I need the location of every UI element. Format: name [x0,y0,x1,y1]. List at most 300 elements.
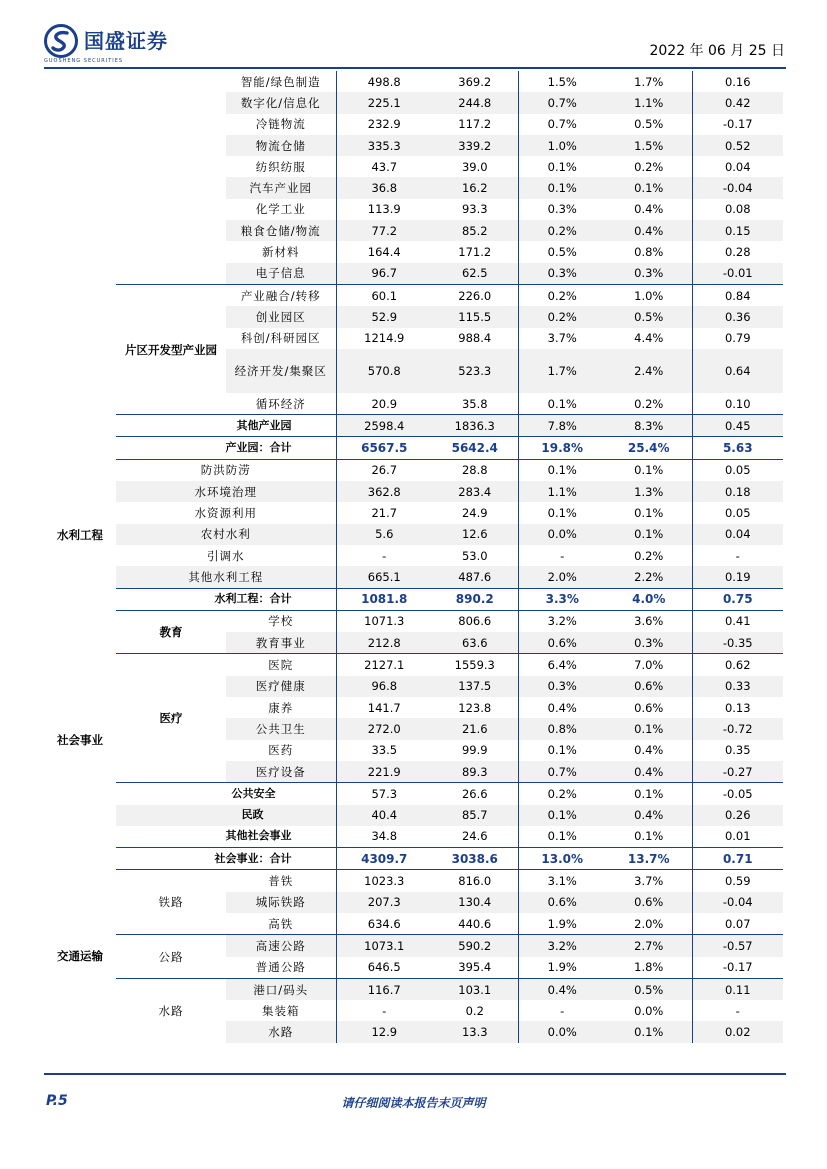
table-row [44,459,783,481]
value-2: 171.2 [458,245,492,260]
share-1: 0.1% [518,177,606,198]
share-1: 0.2% [518,306,606,327]
total-row [44,437,783,459]
item-label: 医疗设备 [226,761,336,783]
value-2: 62.5 [432,263,518,285]
value-1: 20.9 [336,393,432,415]
value-2: 339.2 [432,135,518,156]
share-change: 0.11 [692,978,783,1000]
table-row [44,783,783,805]
share-change: 0.42 [692,92,783,113]
value-2: 1559.3 [432,654,518,676]
share-2: 0.4% [634,743,664,758]
footer-rule [44,1073,786,1075]
share-2: 0.1% [606,1021,692,1042]
table-row [44,654,783,676]
share-change: -0.72 [692,718,783,739]
value-1: 96.8 [336,676,432,697]
share-change: -0.04 [692,177,783,198]
value-1: 1023.3 [336,870,432,892]
item-label: 产业融合/转移 [226,284,336,306]
table-row [44,284,783,306]
value-1: 96.7 [336,263,432,285]
value-2: 93.3 [461,202,488,217]
share-change: -0.17 [692,114,783,135]
item-label: 电子信息 [226,263,336,285]
share-change: 0.62 [692,654,783,676]
share-change: -0.17 [692,957,783,979]
value-2: 5642.4 [432,437,518,459]
share-change: 0.02 [692,1021,783,1042]
total-label: 产业园：合计 [116,437,336,459]
brand-logo-icon [44,24,78,58]
share-change: 0.04 [692,156,783,177]
share-2: 0.3% [606,632,692,654]
item-label: 普铁 [268,874,294,889]
value-1: 1073.1 [336,935,432,957]
share-1: - [518,1000,606,1021]
share-change: 0.59 [692,870,783,892]
value-2: 988.4 [458,331,492,346]
value-1: 212.8 [336,632,432,654]
share-1: 0.7% [518,761,606,783]
share-1: 1.7% [518,349,606,393]
item-label: 新材料 [262,245,300,260]
share-1: 2.0% [518,566,606,588]
item-label: 纺织纺服 [255,159,306,174]
value-2: 123.8 [458,700,492,715]
value-2: 440.6 [458,916,492,931]
value-2: 99.9 [461,743,488,758]
subcategory-cell [116,71,226,284]
share-1: 0.5% [518,241,606,262]
item-label: 农村水利 [116,524,336,545]
share-2: 0.1% [634,463,664,478]
share-2: 0.8% [634,245,664,260]
share-2: 0.1% [606,177,692,198]
subcategory-label: 公路 [116,935,226,979]
footer-disclaimer: 请仔细阅读本报告末页声明 [341,1096,486,1110]
share-change: 0.45 [692,415,783,437]
value-1: 498.8 [336,71,432,92]
category-label: 交通运输 [57,949,103,964]
item-label: 水路 [226,1021,336,1042]
share-1: 3.2% [518,935,606,957]
value-2: 3038.6 [432,848,518,870]
category-label: 水利工程 [57,527,103,542]
share-change: 0.04 [692,524,783,545]
share-1: 0.7% [518,92,606,113]
share-change: 0.19 [692,566,783,588]
share-2: 3.6% [634,614,664,629]
share-2: 0.1% [606,524,692,545]
value-2: 85.2 [432,220,518,241]
page-header [0,0,827,72]
brand-subtitle: GUOSHENG SECURITIES [44,58,124,64]
page-number: P.5 [46,1093,68,1109]
share-change: -0.05 [692,783,783,805]
share-2: 0.1% [606,783,692,805]
value-2: 806.6 [458,614,492,629]
category-cell [44,71,116,459]
share-1: 1.0% [518,135,606,156]
share-1: 0.3% [518,263,606,285]
share-2: 25.4% [606,437,692,459]
item-label: 高铁 [268,916,294,931]
share-change: 0.13 [692,697,783,718]
value-2: 63.6 [432,632,518,654]
share-change: -0.57 [692,935,783,957]
value-2: 39.0 [461,159,488,174]
subcategory-label: 教育 [159,625,183,640]
share-change: 0.35 [692,740,783,761]
value-2: 16.2 [432,177,518,198]
value-1: 1081.8 [336,588,432,610]
table-row [44,524,783,545]
share-change: 0.84 [692,284,783,306]
subcategory-label: 片区开发型产业园 [116,284,226,414]
share-change: -0.27 [692,761,783,783]
share-change: 0.18 [692,481,783,502]
item-label: 医院 [226,654,336,676]
value-1: 646.5 [336,957,432,979]
value-1: 225.1 [336,92,432,113]
share-change: -0.01 [692,263,783,285]
subcategory-label: 水路 [116,978,226,1042]
value-1: 141.7 [336,697,432,718]
item-label: 康养 [268,700,294,715]
share-2: 13.7% [606,848,692,870]
share-2: 0.5% [606,306,692,327]
value-2: 523.3 [432,349,518,393]
share-change: 0.08 [692,199,783,220]
share-1: 0.2% [518,783,606,805]
share-2: 2.0% [634,916,664,931]
share-1: 0.3% [518,199,606,220]
item-label: 粮食仓储/物流 [226,220,336,241]
value-2: 395.4 [458,960,492,975]
value-2: 85.7 [432,805,518,826]
value-1: 34.8 [336,826,432,848]
value-2: 89.3 [432,761,518,783]
share-change: 0.41 [692,610,783,632]
item-label: 防洪防涝 [200,463,251,478]
value-1: 77.2 [336,220,432,241]
value-1: 6567.5 [336,437,432,459]
share-2: 0.6% [606,676,692,697]
value-1: - [336,1000,432,1021]
value-2: 24.6 [461,829,488,844]
value-1: 272.0 [336,718,432,739]
table-row [44,870,783,892]
item-label: 城际铁路 [226,892,336,913]
share-2: 1.5% [606,135,692,156]
value-2: 369.2 [458,74,492,89]
value-1: 40.4 [336,805,432,826]
item-label: 港口/码头 [226,978,336,1000]
item-label: 经济开发/集聚区 [226,349,336,393]
share-change: 5.63 [692,437,783,459]
share-2: 1.7% [634,74,664,89]
share-change: 0.05 [692,459,783,481]
table-row [44,502,783,523]
table-row [44,826,783,848]
share-2: 0.1% [634,505,664,520]
item-label: 物流仓储 [226,135,336,156]
total-label: 水利工程：合计 [116,588,336,610]
row-label: 民政 [116,805,336,826]
category-label: 社会事业 [57,733,103,748]
report-date: 2022 年 06 月 25 日 [649,43,785,59]
share-change: 0.26 [692,805,783,826]
table-row [44,545,783,566]
share-1: 0.0% [518,1021,606,1042]
table-row [44,610,783,632]
subcategory-label: 医疗 [116,654,226,783]
share-2: 0.5% [634,117,664,132]
share-1: 0.1% [518,502,606,523]
share-1: 3.7% [518,328,606,349]
value-1: 36.8 [336,177,432,198]
value-1: 207.3 [336,892,432,913]
item-label: 创业园区 [226,306,336,327]
share-1: 1.9% [518,913,606,935]
share-1: 0.7% [518,114,606,135]
share-1: 0.6% [518,892,606,913]
value-2: 137.5 [432,676,518,697]
item-label: 医疗健康 [226,676,336,697]
share-change: - [692,1000,783,1021]
value-1: 1071.3 [336,610,432,632]
item-label: 汽车产业园 [226,177,336,198]
share-2: 0.4% [606,220,692,241]
row-label: 其他产业园 [116,415,336,437]
share-1: 0.4% [518,978,606,1000]
share-2: 0.6% [606,892,692,913]
value-1: 570.8 [336,349,432,393]
share-1: 0.1% [518,826,606,848]
value-1: 2127.1 [336,654,432,676]
item-label: 水资源利用 [194,505,257,520]
share-2: 0.1% [634,829,664,844]
value-1: 164.4 [336,241,432,262]
item-label: 水环境治理 [116,481,336,502]
item-label: 智能/绿色制造 [240,74,321,89]
value-1: 21.7 [336,502,432,523]
item-label: 其他水利工程 [116,566,336,588]
value-2: 13.3 [432,1021,518,1042]
value-1: 12.9 [336,1021,432,1042]
share-2: 4.4% [634,331,664,346]
share-2: 1.1% [606,92,692,113]
table-row [44,415,783,437]
value-1: 5.6 [336,524,432,545]
share-2: 8.3% [606,415,692,437]
share-1: 0.1% [518,459,606,481]
share-2: 4.0% [606,588,692,610]
share-change: 0.10 [692,393,783,415]
share-2: 0.4% [634,202,664,217]
share-change: 0.33 [692,676,783,697]
subcategory-label: 铁路 [158,895,184,910]
share-change: -0.04 [692,892,783,913]
share-1: 0.2% [518,220,606,241]
total-row [44,848,783,870]
value-1: 1214.9 [336,328,432,349]
share-change: 0.64 [692,349,783,393]
share-2: 0.6% [634,700,664,715]
share-2: 0.2% [634,159,664,174]
value-2: 816.0 [458,874,492,889]
share-1: 1.9% [518,957,606,979]
value-1: 665.1 [336,566,432,588]
share-change: 0.75 [692,588,783,610]
share-change: 0.71 [692,848,783,870]
table-row [44,935,783,957]
share-1: 1.1% [518,481,606,502]
share-1: 0.1% [518,805,606,826]
value-2: 24.9 [461,505,488,520]
value-1: 2598.4 [336,415,432,437]
share-1: 1.5% [518,71,606,92]
share-change: 0.01 [692,826,783,848]
value-1: 221.9 [336,761,432,783]
value-1: 52.9 [336,306,432,327]
share-2: 0.0% [634,1003,664,1018]
value-1: 634.6 [336,913,432,935]
share-1: 0.8% [518,718,606,739]
header-rule [44,67,786,69]
value-2: 28.8 [461,463,488,478]
value-1: - [336,545,432,566]
share-change: - [692,545,783,566]
share-2: 0.2% [634,548,664,563]
item-label: 集装箱 [262,1003,300,1018]
value-1: 335.3 [336,135,432,156]
share-1: 0.3% [518,676,606,697]
share-change: 0.52 [692,135,783,156]
share-change: 0.36 [692,306,783,327]
share-2: 0.4% [606,761,692,783]
item-label: 普通公路 [255,960,306,975]
item-label: 冷链物流 [255,117,306,132]
share-1: 0.1% [518,156,606,177]
value-1: 116.7 [336,978,432,1000]
share-1: 0.6% [518,632,606,654]
share-2: 0.5% [606,978,692,1000]
value-2: 35.8 [461,396,488,411]
share-change: 0.16 [692,71,783,92]
share-1: 6.4% [518,654,606,676]
brand-name: 国盛证券 [84,29,168,53]
total-row [44,588,783,610]
investment-table [44,71,783,1043]
share-2: 1.8% [634,960,664,975]
value-1: 4309.7 [336,848,432,870]
table-row [44,566,783,588]
value-2: 0.2 [465,1003,484,1018]
share-2: 0.1% [606,718,692,739]
share-1: 3.2% [518,610,606,632]
value-1: 362.8 [336,481,432,502]
value-2: 130.4 [432,892,518,913]
value-2: 283.4 [432,481,518,502]
brand-logo [44,24,168,58]
share-1: - [518,545,606,566]
share-1: 3.1% [518,870,606,892]
value-2: 117.2 [458,117,492,132]
value-1: 26.7 [336,459,432,481]
share-change: 0.07 [692,913,783,935]
share-2: 7.0% [606,654,692,676]
value-2: 1836.3 [432,415,518,437]
value-1: 60.1 [336,284,432,306]
share-1: 13.0% [518,848,606,870]
share-2: 0.4% [606,805,692,826]
share-2: 0.2% [634,396,664,411]
value-1: 232.9 [336,114,432,135]
value-1: 57.3 [336,783,432,805]
share-change: 0.28 [692,241,783,262]
value-2: 53.0 [461,548,488,563]
total-label: 社会事业：合计 [116,848,336,870]
value-2: 115.5 [432,306,518,327]
item-label: 学校 [268,614,294,629]
item-label: 高速公路 [226,935,336,957]
share-1: 7.8% [518,415,606,437]
item-label: 医药 [268,743,294,758]
value-1: 113.9 [336,199,432,220]
share-change: 0.15 [692,220,783,241]
share-1: 0.1% [518,393,606,415]
value-2: 487.6 [432,566,518,588]
share-2: 3.7% [634,874,664,889]
value-2: 244.8 [432,92,518,113]
item-label: 化学工业 [255,202,306,217]
value-2: 590.2 [432,935,518,957]
share-2: 2.4% [606,349,692,393]
share-1: 0.0% [518,524,606,545]
table-row [44,805,783,826]
value-2: 26.6 [432,783,518,805]
item-label: 引调水 [207,548,245,563]
item-label: 科创/科研园区 [240,331,321,346]
share-1: 3.3% [518,588,606,610]
row-label: 其他社会事业 [225,829,292,843]
share-2: 0.3% [606,263,692,285]
share-2: 2.2% [606,566,692,588]
share-1: 19.8% [518,437,606,459]
share-1: 0.4% [518,697,606,718]
value-2: 890.2 [432,588,518,610]
value-2: 226.0 [432,284,518,306]
value-1: 33.5 [336,740,432,761]
table-row [44,71,783,92]
value-2: 21.6 [432,718,518,739]
item-label: 公共卫生 [226,718,336,739]
item-label: 循环经济 [255,396,306,411]
table-row [44,481,783,502]
value-2: 12.6 [432,524,518,545]
share-change: 0.05 [692,502,783,523]
share-2: 1.3% [606,481,692,502]
item-label: 数字化/信息化 [226,92,336,113]
share-2: 1.0% [606,284,692,306]
row-label: 公共安全 [116,783,336,805]
item-label: 教育事业 [226,632,336,654]
share-2: 2.7% [606,935,692,957]
table-row [44,978,783,1000]
